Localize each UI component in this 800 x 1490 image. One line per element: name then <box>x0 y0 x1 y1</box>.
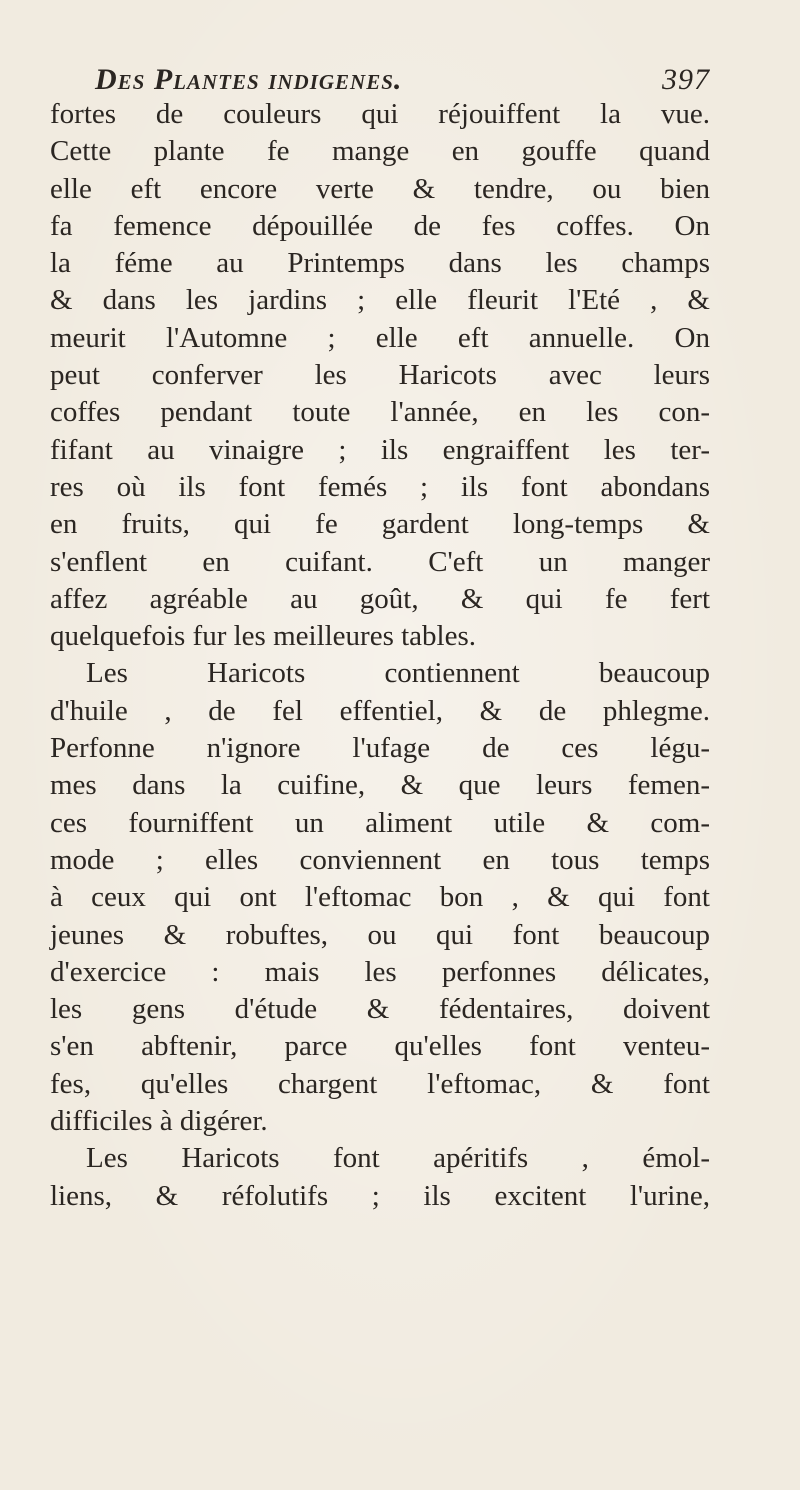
text-line: fa femence dépouillée de fes coffes. On <box>50 209 710 242</box>
text-line: ces fourniffent un aliment utile & com- <box>50 806 710 839</box>
text-line: Les Haricots contiennent beaucoup <box>86 657 710 690</box>
page-number: 397 <box>662 63 710 96</box>
text-line: d'exercice : mais les perfonnes délicates, <box>50 955 710 988</box>
text-line: res où ils font femés ; ils font abondans <box>50 470 710 503</box>
text-line: affez agréable au goût, & qui fe fert <box>50 582 710 615</box>
text-line: jeunes & robuftes, ou qui font beaucoup <box>50 918 710 951</box>
text-line: en fruits, qui fe gardent long-temps & <box>50 508 710 541</box>
text-line: d'huile , de fel effentiel, & de phlegme. <box>50 694 710 727</box>
text-line: difficiles à digérer. <box>50 1105 268 1138</box>
text-line: peut conferver les Haricots avec leurs <box>50 359 710 392</box>
text-line: meurit l'Automne ; elle eft annuelle. On <box>50 321 710 354</box>
text-line: coffes pendant toute l'année, en les con- <box>50 396 710 429</box>
running-head <box>95 60 710 100</box>
running-head-title: Des Plantes indigenes. <box>95 63 403 96</box>
text-line: les gens d'étude & fédentaires, doivent <box>50 993 710 1026</box>
text-line: à ceux qui ont l'eftomac bon , & qui font <box>50 881 710 914</box>
text-line: Cette plante fe mange en gouffe quand <box>50 135 710 168</box>
text-line: liens, & réfolutifs ; ils excitent l'urine, <box>50 1179 710 1212</box>
text-line: mes dans la cuifine, & que leurs femen- <box>50 769 710 802</box>
text-line: la féme au Printemps dans les champs <box>50 247 710 280</box>
text-line: s'enflent en cuifant. C'eft un manger <box>50 545 710 578</box>
text-line: fifant au vinaigre ; ils engraiffent les ter- <box>50 433 710 466</box>
text-line: elle eft encore verte & tendre, ou bien <box>50 172 710 205</box>
text-line: fes, qu'elles chargent l'eftomac, & font <box>50 1067 710 1100</box>
body-text <box>50 96 710 1215</box>
text-line: Les Haricots font apéritifs , émol- <box>86 1142 710 1175</box>
text-line: Perfonne n'ignore l'ufage de ces légu- <box>50 732 710 765</box>
text-line: & dans les jardins ; elle fleurit l'Eté , & <box>50 284 710 317</box>
text-line: quelquefois fur les meilleures tables. <box>50 620 477 653</box>
text-line: mode ; elles conviennent en tous temps <box>50 843 710 876</box>
text-line: fortes de couleurs qui réjouiffent la vue. <box>50 98 710 130</box>
text-line: s'en abftenir, parce qu'elles font venteu- <box>50 1030 710 1063</box>
